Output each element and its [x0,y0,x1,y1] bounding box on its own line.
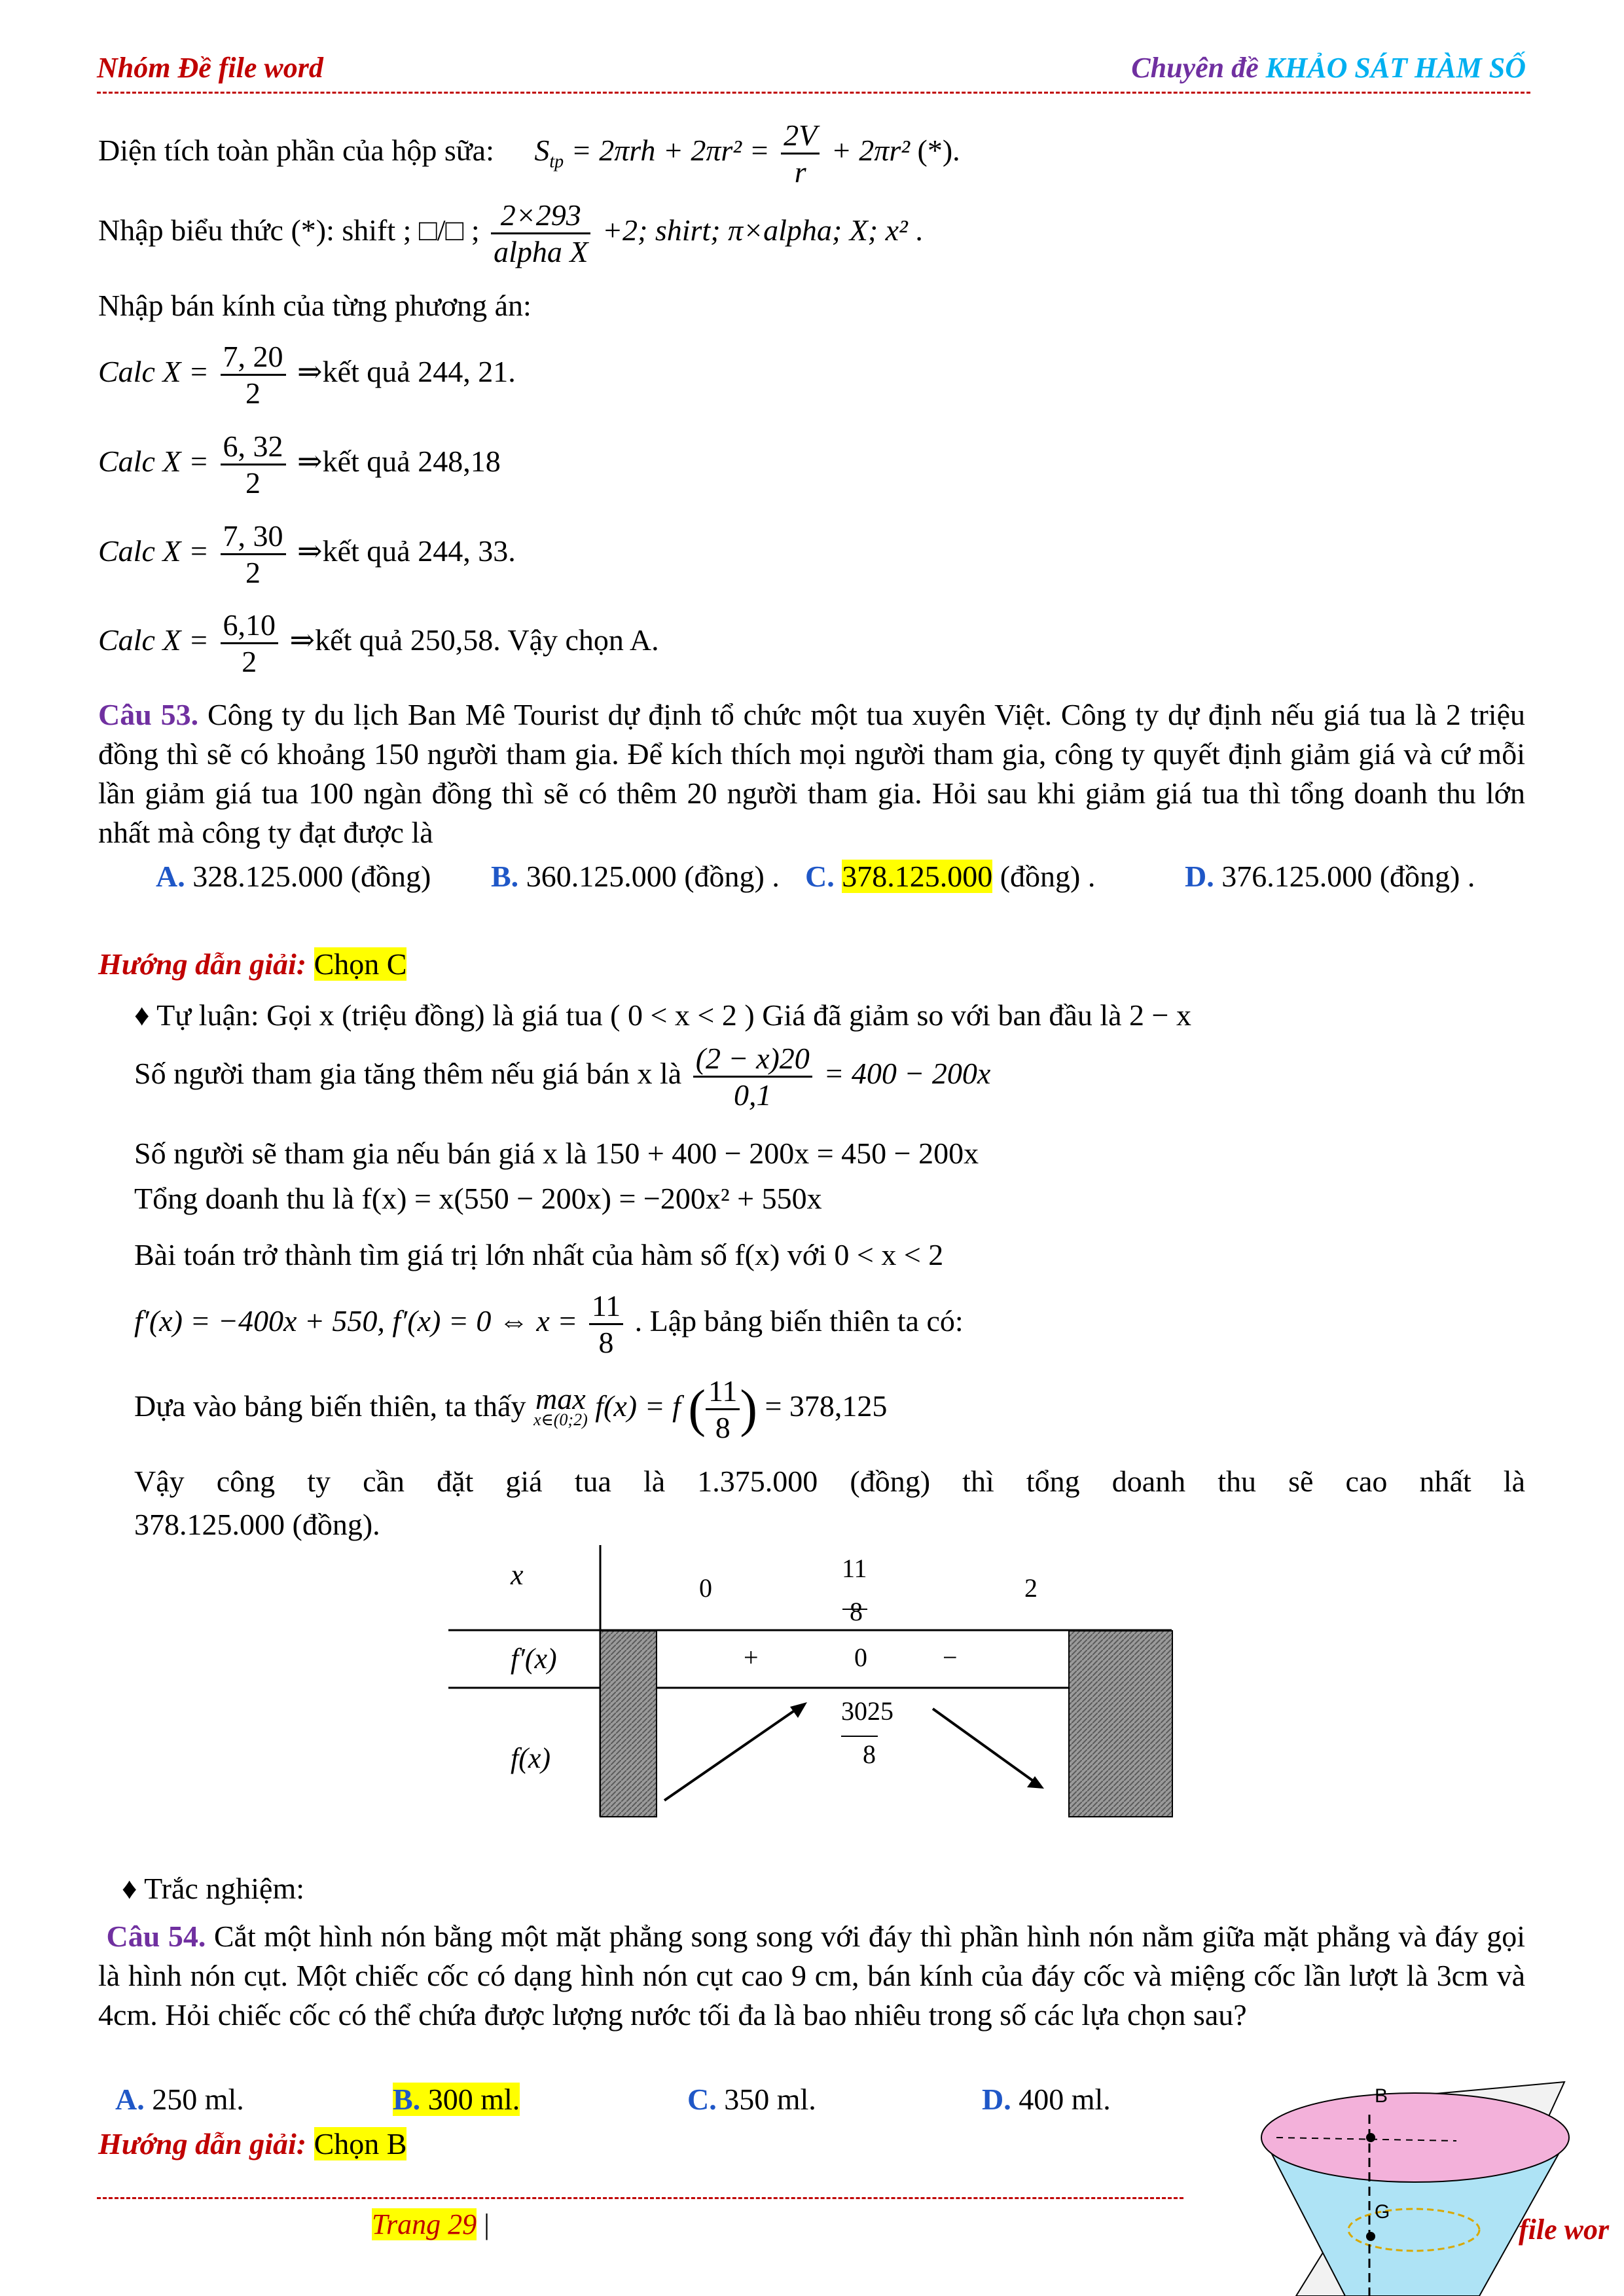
q53-option-c: C. 378.125.000 (đồng) . [805,860,1096,893]
page-number: Trang 29 | [372,2208,490,2240]
footer-right: file wor [1519,2214,1610,2246]
header-left: Nhóm Đề file word [97,52,323,84]
table-x2: 2 [1024,1573,1038,1603]
header-divider [97,92,1530,94]
table-xc-num: 11 [842,1554,867,1583]
q53-option-d: D. 376.125.000 (đồng) . [1185,860,1475,893]
table-sign-left: + [744,1643,759,1672]
q54-option-c: C. 350 ml. [687,2083,816,2116]
calc-row: Calc X = $\frac{7, 20}{2}$ ⇒kết quả 244, 21. [98,340,516,410]
tracnghiem-label: ♦ Trắc nghiệm: [122,1872,305,1905]
fig-label-g: G [1375,2201,1390,2223]
q53-conclusion: Vậy công ty cần đặt giá tua là 1.375.000 (đồng) thì tổng doanh thu sẽ cao nhất là [134,1465,1525,1498]
radius-label: Nhập bán kính của từng phương án: [98,289,532,322]
q53-step-5: Bài toán trở thành tìm giá trị lớn nhất của hàm số f(x) với 0 < x < 2 [134,1238,944,1271]
cone-figure [1198,2075,1624,2296]
question-54: Câu 54. Cắt một hình nón bằng một mặt phẳng song song với đáy thì phần hình nón nằm giữa mặt phẳng và đáy gọi là hình nón cụt. Một chiếc cốc có dạng hình nón cụt cao 9 cm, bán kính của đáy cốc và miệng cốc lần lượt là 3cm và 4cm. Hỏi chiếc cốc có thể chứa được lượng nước tối đa là bao nhiêu trong số các lựa chọn sau? [98,1920,1526,2032]
table-fmax-num: 3025 [841,1696,893,1726]
footer-divider [97,2197,1183,2199]
q53-step-4: Tổng doanh thu là f(x) = x(550 − 200x) = −200x² + 550x [134,1182,822,1215]
q53-step-1: ♦ Tự luận: Gọi x (triệu đồng) là giá tua ( 0 < x < 2 ) Giá đã giảm so với ban đầu là 2 − x [134,998,1191,1032]
table-sign-right: − [943,1643,958,1672]
question-53: Câu 53. Công ty du lịch Ban Mê Tourist dự định tổ chức một tua xuyên Việt. Công ty dự định nếu giá tua là 2 triệu đồng thì sẽ có khoảng 150 người tham gia. Để kích thích mọi người tham gia, công ty quyết định giảm giá và cứ mỗi lần giảm giá tua 100 ngàn đồng thì sẽ có thêm 20 người tham gia. Hỏi sau khi giảm giá tua thì tổng doanh thu lớn nhất mà công ty đạt được là [98,698,1526,849]
table-x0: 0 [699,1573,712,1603]
table-xc-den: 8 [850,1597,863,1626]
q53-guide: Hướng dẫn giải: Chọn C [98,947,407,981]
area-formula: Diện tích toàn phần của hộp sữa: $S_{tp} = 2\pi rh + 2\pi r^2$ = $\frac{2V}{r}$ + 2πr² (*). [98,118,960,189]
q53-step-3: Số người sẽ tham gia nếu bán giá x là 150 + 400 − 200x = 450 − 200x [134,1137,979,1170]
table-row-x: x [511,1559,524,1591]
q53-option-a: A. 328.125.000 (đồng) [156,860,431,893]
decrease-arrow [933,1709,1038,1784]
table-fmax-den: 8 [863,1740,876,1769]
q54-option-d: D. 400 ml. [982,2083,1111,2116]
table-row-f: f(x) [511,1742,551,1774]
variation-table [448,1545,1175,1820]
header-right: Chuyên đề KHẢO SÁT HÀM SỐ [1131,52,1526,84]
increase-arrow [664,1705,802,1800]
q54-option-b: B. 300 ml. [393,2083,520,2116]
calc-row: Calc X = $\frac{6, 32}{2}$ ⇒kết quả 248,18 [98,429,501,500]
q54-option-a: A. 250 ml. [115,2083,244,2116]
q53-conclusion-value: 378.125.000 (đồng). [134,1508,380,1541]
table-row-fprime: f′(x) [511,1643,557,1675]
calc-row: Calc X = $\frac{7, 30}{2}$ ⇒kết quả 244, 33. [98,519,516,589]
fig-label-b: B [1375,2085,1388,2107]
q53-step-7: Dựa vào bảng biến thiên, ta thấy max x∈(0;2) f(x) = f ( $\frac{11}{8}$ ) = 378,125 [134,1374,888,1444]
q53-step-2: Số người tham gia tăng thêm nếu giá bán x là $\frac{(2 - x)20}{0,1}$ = 400 − 200x [134,1042,991,1112]
calc-row: Calc X = $\frac{6,10}{2}$ ⇒kết quả 250,58. Vậy chọn A. [98,608,659,678]
calc-input: Nhập biểu thức (*): shift ; □/□ ; $\frac{2\times 293}{\text{alpha X}}$ +2; shirt; π×alpha; X; x² . [98,198,923,268]
q54-guide: Hướng dẫn giải: Chọn B [98,2127,407,2160]
q53-option-b: B. 360.125.000 (đồng) . [491,860,780,893]
q53-step-6: f′(x) = −400x + 550, f′(x) = 0 ⇔ x = $\frac{11}{8}$ . Lập bảng biến thiên ta có: [134,1289,964,1359]
table-sign-zero: 0 [854,1643,867,1672]
